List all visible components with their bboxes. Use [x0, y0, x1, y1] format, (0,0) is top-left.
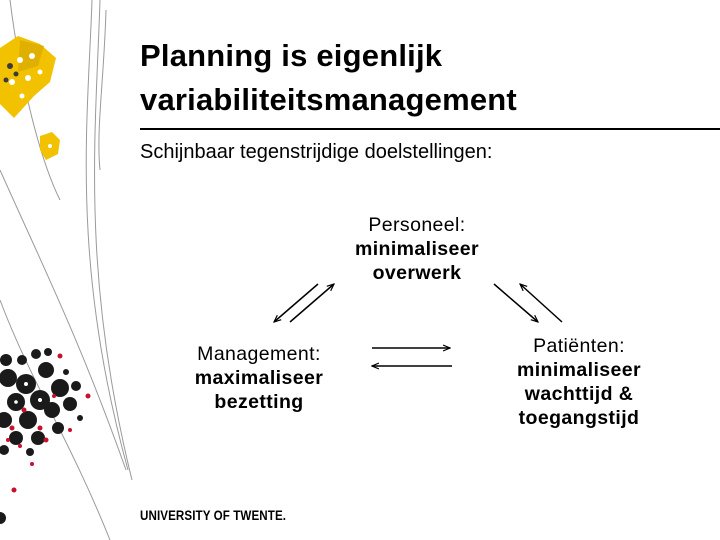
arrow-personeel-to-patienten — [494, 284, 538, 322]
title-line-1: Planning is eigenlijk — [140, 38, 443, 73]
node-management-label: Management: — [197, 343, 321, 365]
node-personeel-line-3: overwerk — [372, 262, 462, 284]
node-personeel-line-2: minimaliseer — [354, 238, 480, 260]
node-patienten-line-2: minimaliseer — [516, 359, 642, 381]
slide-subtitle: Schijnbaar tegenstrijdige doelstellingen: — [140, 141, 493, 163]
title-line-2: variabiliteitsmanagement — [140, 82, 517, 117]
node-patienten-line-4: toegangstijd — [518, 407, 640, 429]
node-management-line-3: bezetting — [214, 391, 304, 413]
arrow-patienten-to-personeel — [520, 284, 562, 322]
node-personeel-label: Personeel: — [368, 214, 466, 236]
university-logo: UNIVERSITY OF TWENTE. — [140, 508, 287, 523]
node-patienten-label: Patiënten: — [533, 335, 625, 357]
node-patienten-line-3: wachttijd & — [524, 383, 634, 405]
node-management-line-2: maximaliseer — [194, 367, 324, 389]
